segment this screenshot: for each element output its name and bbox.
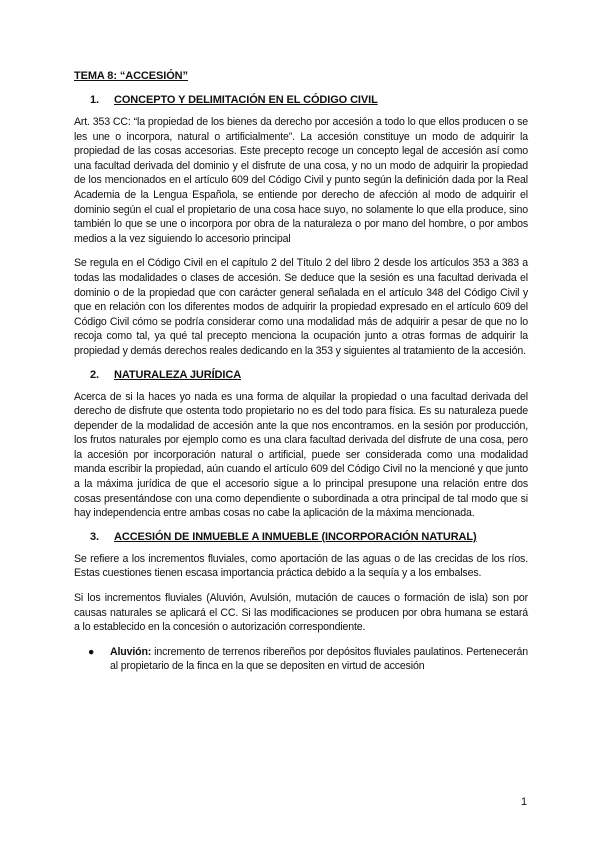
document-page xyxy=(74,70,528,674)
paragraph: Si los incrementos fluviales (Aluvión, Avulsión, mutación de cauces o formación de isla) son por causas naturales se aplicará el CC. Si las modificaciones se producen por obra humana se estará a lo establecido en la concesión o autorización correspondiente. xyxy=(74,592,528,634)
section-title: CONCEPTO Y DELIMITACIÓN EN EL CÓDIGO CIVIL xyxy=(114,94,378,106)
paragraph: Se regula en el Código Civil en el capítulo 2 del Título 2 del libro 2 desde los artículos 353 a 383 a todas las modalidades o clases de accesión. Se deduce que la sesión es una facultad derivada el dominio o de la propiedad que con carácter general señalada en el artículo 348 del Código Civil y que en relación con los diferentes modos de adquirir la propiedad expresado en el artículo 609 del Código Civil cómo se podría considerar como una modalidad más de adquirir a pesar de que no lo recoja como tal, ya qué tal precepto menciona la ocupación junto a otras formas de adquirir la propiedad y demás derechos reales dedicando en la 353 y siguientes al tratamiento de la accesión. xyxy=(74,257,528,357)
section-number: 2. xyxy=(90,368,99,381)
page-number: 1 xyxy=(521,796,528,808)
bullet-dot-icon: ● xyxy=(88,645,95,658)
paragraph: Art. 353 CC: “la propiedad de los bienes da derecho por accesión a todo lo que ellos producen o se les une o incorpora, natural o artificialmente”. La accesión constituye un modo de adquirir la propiedad de las cosas accesorias. Este precepto recoge un concepto legal de accesión así como una facultad derivada del dominio y el disfrute de una cosa, y no un modo de adquirir la propiedad de los mencionados en el artículo 609 del Código Civil y punto según la definición dada por la Real Academia de la Lengua Española, se entiende por derecho de afección al modo de adquirir el dominio según el cual el propietario de una cosa hace suyo, no solamente lo que ella produce, sino también lo que se une o incorpora por obra de la naturaleza o por mano del hombre, o por ambos medios a la vez siguiendo lo accesorio principal xyxy=(74,116,528,245)
bullet-text xyxy=(110,645,528,674)
section-title: NATURALEZA JURÍDICA xyxy=(114,368,242,381)
section-number: 1. xyxy=(90,94,99,106)
bullet-description: incremento de terrenos ribereños por depósitos fluviales paulatinos. Pertenecerán al propietario de la finca en la que se depositen en virtud de accesión xyxy=(110,645,528,673)
bullet-term: Aluvión: xyxy=(110,645,152,658)
section-2-heading xyxy=(74,369,528,381)
section-1-heading xyxy=(74,94,528,106)
section-title: ACCESIÓN DE INMUEBLE A INMUEBLE (INCORPORACIÓN NATURAL) xyxy=(114,530,477,543)
section-3-heading xyxy=(74,531,528,543)
paragraph: Se refiere a los incrementos fluviales, como aportación de las aguas o de las crecidas de los ríos. Estas cuestiones tienen escasa importancia práctica debido a la sequía y a los embalses. xyxy=(74,552,528,580)
section-number: 3. xyxy=(90,530,99,543)
paragraph: Acerca de si la haces yo nada es una forma de alquilar la propiedad o una facultad derivada del derecho de disfrute que ostenta todo propietario no es del todo para física. Es su naturaleza puede depender de la modalidad de accesión ante la que nos encontramos. en la sesión por producción, los frutos naturales por ejemplo como es una clara facultad derivada del disfrute de una cosa, pero la accesión por incorporación natural o artificial, puede ser considerada como una modalidad manda escribir la propiedad, aún cuando el artículo 609 del Código Civil no la mencioné y que junto a la máxima jurídica de que el accesorio sigue a lo principal presupone una relación entre dos cosas presentándose con una como dependiente o subordinada a otra principal de tal modo que si hay independencia entre ambas cosas no cabe la aplicación de la máxima mencionada. xyxy=(74,390,528,520)
bullet-item xyxy=(88,645,528,674)
document-title: TEMA 8: “ACCESIÓN” xyxy=(74,70,188,82)
